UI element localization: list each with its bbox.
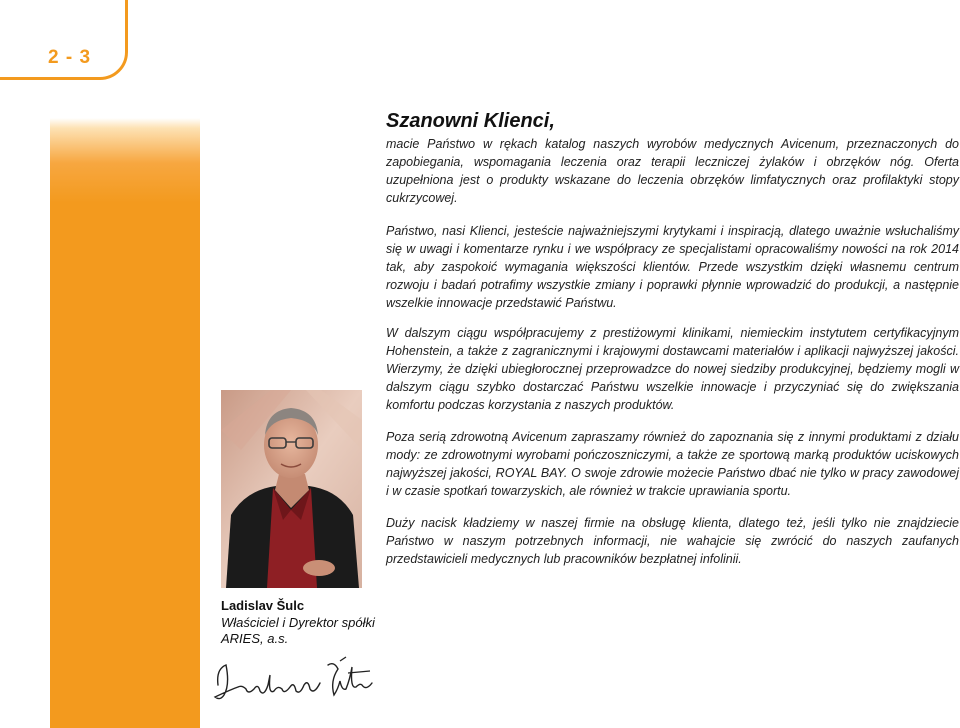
signatory-role: Właściciel i Dyrektor spółki ARIES, a.s. bbox=[221, 615, 375, 646]
handwritten-signature bbox=[212, 655, 382, 708]
letter-heading: Szanowni Klienci, bbox=[386, 110, 555, 132]
signatory-name: Ladislav Šulc bbox=[221, 598, 305, 613]
decorative-orange-band bbox=[50, 118, 200, 728]
letter-paragraph: W dalszym ciągu współpracujemy z prestiżowymi klinikami, niemieckim instytutem certyfikacyjnym Hohenstein, a także z zagranicznymi i krajowymi dostawcami materiałów i aplikacji najwyższej jakości. Wierzymy, że dzięki ubiegłorocznej przeprowadzce do nowej siedziby produkcyjnej, będziemy mogli w dalszym ciągu szybko dostarczać Państwu wszelkie innowacje i przyczyniać się do zwiększania komfortu podczas korzystania z naszych produktów. bbox=[386, 326, 959, 412]
letter-paragraph: macie Państwo w rękach katalog naszych wyrobów medycznych Avicenum, przeznaczonych do zapobiegania, wspomagania leczenia oraz terapii leczniczej żylaków i obrzęków nóg. Oferta uzupełniona jest o produkty wskazane do leczenia obrzęków limfatycznych oraz profilaktyki stopy cukrzycowej. bbox=[386, 137, 959, 205]
page-number: 2 - 3 bbox=[48, 47, 92, 68]
letter-paragraph: Poza serią zdrowotną Avicenum zapraszamy również do zapoznania się z innymi produktami z działu mody: ze zdrowotnymi wyrobami pończoszniczymi, a także ze sportową marką produktów uciskowych najwyższej jakości, ROYAL BAY. O swoje zdrowie możecie Państwo dbać nie tylko w pracy zawodowej i w czasie spotkań towarzyskich, ale również w trakcie uprawiania sportu. bbox=[386, 430, 959, 498]
letter-paragraph: Duży nacisk kładziemy w naszej firmie na obsługę klienta, dlatego też, jeśli tylko nie znajdziecie Państwo w naszym potrzebnych informacji, nie wahajcie się zwrócić do naszych zaufanych przedstawicieli medycznych lub pracowników bezpłatnej infolinii. bbox=[386, 516, 959, 566]
author-photo bbox=[221, 390, 362, 588]
letter-paragraph: Państwo, nasi Klienci, jesteście najważniejszymi krytykami i inspiracją, dlatego uważnie wsłuchaliśmy się w uwagi i komentarze rynku i we współpracy ze specjalistami opracowaliśmy nowości na rok 2014 tak, aby zaspokoić wymagania większości klientów. Przede wszystkim dzięki własnemu centrum rozwoju i badań potrafimy wszystkie zmiany i poprawki płynnie wprowadzić do produkcji, a następnie wszelkie innowacje przedstawić Państwu. bbox=[386, 224, 959, 310]
